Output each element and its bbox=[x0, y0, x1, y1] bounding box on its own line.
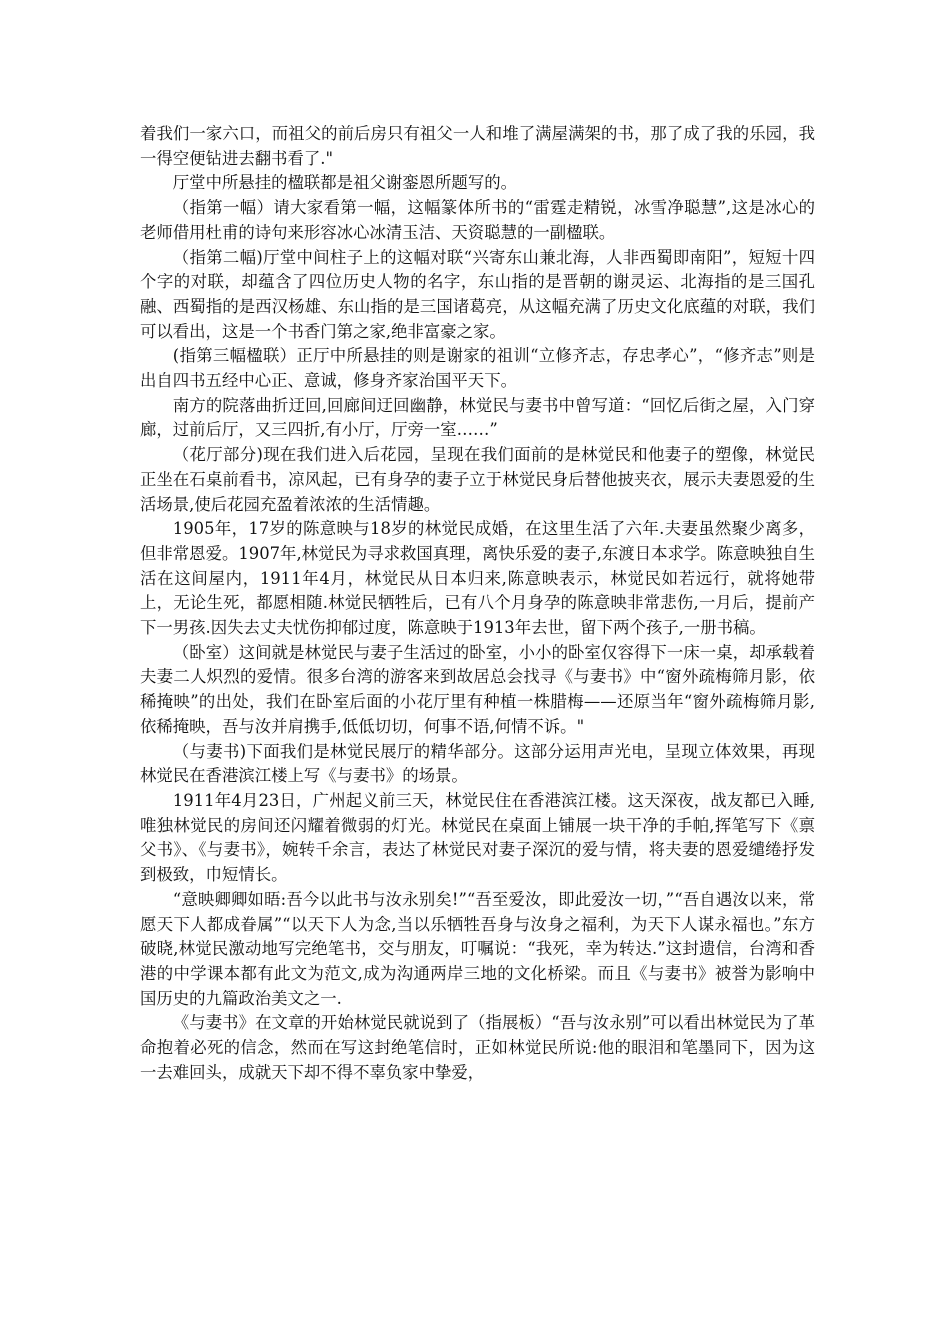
paragraph: （指第一幅）请大家看第一幅，这幅篆体所书的“雷霆走精锐，冰雪净聪慧”,这是冰心的老师借用杜甫的诗句来形容冰心冰清玉洁、天资聪慧的一副楹联。 bbox=[140, 198, 815, 242]
paragraph: 着我们一家六口，而祖父的前后房只有祖父一人和堆了满屋满架的书，那了成了我的乐园，我一得空便钻进去翻书看了." bbox=[140, 124, 815, 168]
document-body bbox=[140, 122, 815, 1085]
paragraph: （与妻书)下面我们是林觉民展厅的精华部分。这部分运用声光电，呈现立体效果，再现林觉民在香港滨江楼上写《与妻书》的场景。 bbox=[140, 741, 815, 786]
paragraph: 厅堂中所悬挂的楹联都是祖父谢銮恩所题写的。 bbox=[172, 173, 517, 193]
paragraph: （花厅部分)现在我们进入后花园，呈现在我们面前的是林觉民和他妻子的塑像，林觉民正坐在石桌前看书，凉风起，已有身孕的妻子立于林觉民身后替他披夹衣，展示夫妻恩爱的生活场景,使后花园充盈着浓浓的生活情趣。 bbox=[140, 445, 815, 514]
paragraph: 1911年4月23日，广州起义前三天，林觉民住在香港滨江楼。这天深夜，战友都已入睡,唯独林觉民的房间还闪耀着微弱的灯光。林觉民在桌面上铺展一块干净的手帕,挥笔写下《禀父书》、《与妻书》，婉转千余言，表达了林觉民对妻子深沉的爱与情，将夫妻的恩爱缱绻抒发到极致，巾短情长。 bbox=[140, 790, 815, 885]
paragraph: 1905年，17岁的陈意映与18岁的林觉民成婚，在这里生活了六年.夫妻虽然聚少离多，但非常恩爱。1907年,林觉民为寻求救国真理，离快乐爱的妻子,东渡日本求学。陈意映独自生活在这间屋内，1911年4月，林觉民从日本归来,陈意映表示，林觉民如若远行，就将她带上，无论生死，都愿相随.林觉民牺牲后，已有八个月身孕的陈意映非常悲伤,一月后，提前产下一男孩.因失去丈夫忧伤抑郁过度，陈意映于1913年去世，留下两个孩子,一册书稿。 bbox=[140, 519, 815, 638]
paragraph: 《与妻书》在文章的开始林觉民就说到了（指展板）“吾与汝永别”可以看出林觉民为了革命抱着必死的信念，然而在写这封绝笔信时，正如林觉民所说:他的眼泪和笔墨同下，因为这一去难回头，成就天下却不得不辜负家中挚爱， bbox=[140, 1013, 815, 1082]
paragraph: （卧室）这间就是林觉民与妻子生活过的卧室，小小的卧室仅容得下一床一桌，却承载着夫妻二人炽烈的爱情。很多台湾的游客来到故居总会找寻《与妻书》中“窗外疏梅筛月影，依稀掩映”的出处，我们在卧室后面的小花厅里有种植一株腊梅——还原当年“窗外疏梅筛月影,依稀掩映，吾与汝并肩携手,低低切切，何事不语,何情不诉。" bbox=[140, 642, 815, 736]
paragraph: （指第二幅)厅堂中间柱子上的这幅对联“兴寄东山兼北海，人非西蜀即南阳”，短短十四个字的对联，却蕴含了四位历史人物的名字，东山指的是晋朝的谢灵运、北海指的是三国孔融、西蜀指的是西汉杨雄、东山指的是三国诸葛亮，从这幅充满了历史文化底蕴的对联，我们可以看出，这是一个书香门第之家,绝非富豪之家。 bbox=[140, 247, 815, 341]
paragraph: 南方的院落曲折迂回,回廊间迂回幽静，林觉民与妻书中曾写道：“回忆后街之屋，入门穿廊，过前后厅，又三四折,有小厅，厅旁一室……” bbox=[140, 395, 815, 440]
paragraph: (指第三幅楹联）正厅中所悬挂的则是谢家的祖训“立修齐志，存忠孝心”，“修齐志”则是出自四书五经中心正、意诚，修身齐家治国平天下。 bbox=[140, 346, 815, 391]
paragraph: “意映卿卿如晤:吾今以此书与汝永别矣!”“吾至爱汝，即此爱汝一切，”“吾自遇汝以来，常愿天下人都成眷属”“以天下人为念,当以乐牺牲吾身与汝身之福利，为天下人谋永福也。”东方破晓,林觉民激动地写完绝笔书，交与朋友，叮嘱说：“我死，幸为转达.”这封遗信，台湾和香港的中学课本都有此文为范文,成为沟通两岸三地的文化桥梁。而且《与妻书》被誉为影响中国历史的九篇政治美文之一. bbox=[140, 889, 815, 1008]
